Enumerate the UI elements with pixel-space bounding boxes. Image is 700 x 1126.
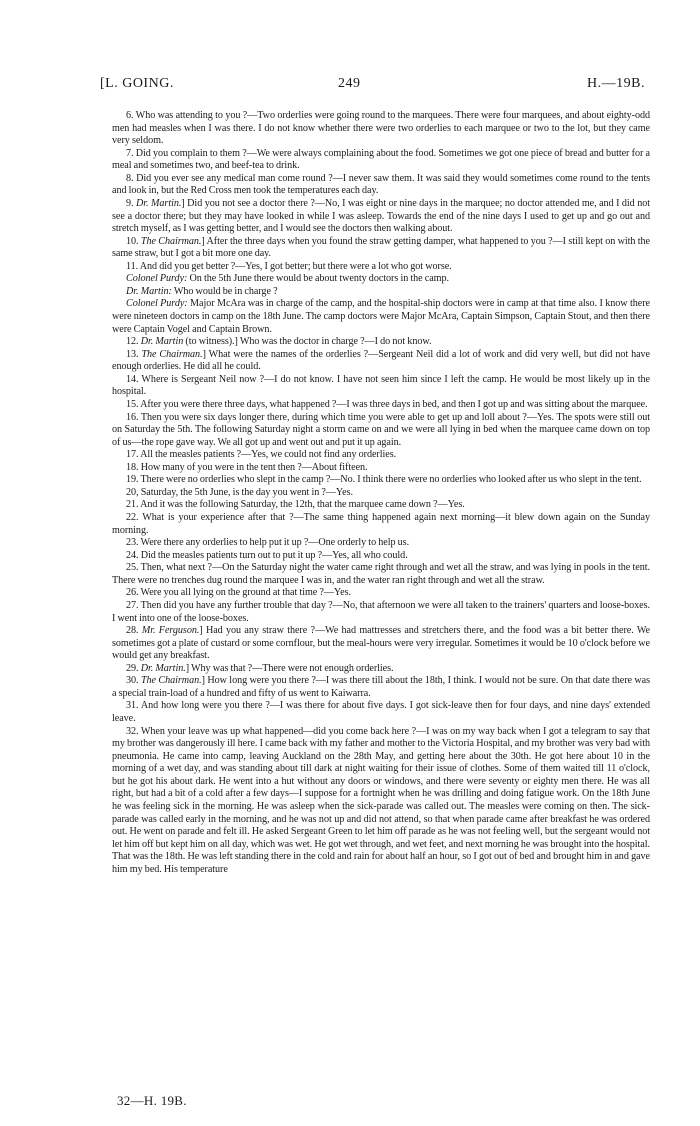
testimony-paragraph: [112, 474, 650, 487]
paragraph-text: 19. There were no orderlies who slept in the camp ?—No. I think there were no orderlies who looked after us who slept in the tent.: [126, 474, 642, 486]
testimony-paragraph: [112, 462, 650, 475]
signature-mark: 32—H. 19B.: [117, 1093, 187, 1108]
paragraph-text: Who would be in charge ?: [171, 285, 278, 297]
paragraph-text: 11. And did you get better ?—Yes, I got better; but there were a lot who got worse.: [126, 260, 452, 272]
document-reference: H.—19B.: [587, 76, 645, 91]
testimony-paragraph: [112, 236, 650, 261]
testimony-paragraph: [112, 487, 650, 500]
paragraph-text: 18. How many of you were in the tent then ?—About fifteen.: [126, 461, 368, 473]
paragraph-text: 24. Did the measles patients turn out to put it up ?—Yes, all who could.: [126, 549, 408, 561]
speaker-name: The Chairman.: [140, 235, 202, 247]
testimony-paragraph: [112, 412, 650, 450]
question-number: 13.: [126, 348, 142, 360]
testimony-paragraph: [112, 110, 650, 148]
speaker-name: The Chairman.: [141, 348, 203, 360]
speaker-name: Dr. Martin: [140, 336, 184, 348]
testimony-paragraph: [112, 298, 650, 336]
paragraph-text: 17. All the measles patients ?—Yes, we could not find any orderlies.: [126, 449, 397, 461]
question-number: 29.: [126, 662, 141, 674]
testimony-paragraph: [112, 625, 650, 663]
paragraph-text: 25. Then, what next ?—On the Saturday night the water came right through and wet all the straw, and was lying in pools in the tent. There were no trenches dug round the marquee I was in, and the water ran right through and wet all the straw.: [112, 562, 650, 586]
paragraph-text: 31. And how long were you there ?—I was there for about five days. I got sick-leave then for four days, and nine days' extended leave.: [112, 700, 650, 724]
paragraph-text: 22. What is your experience after that ?—The same thing happened again next morning—it blew down again on the Sunday morning.: [112, 512, 650, 536]
speaker-name: Dr. Martin.: [140, 662, 186, 674]
testimony-paragraph: [112, 663, 650, 676]
testimony-body: [112, 110, 650, 876]
paragraph-text: 14. Where is Sergeant Neil now ?—I do not know. I have not seen him since I left the camp. He would be most likely up in the hospital.: [112, 373, 650, 398]
paragraph-text: (to witness).] Who was the doctor in charge ?—I do not know.: [183, 336, 432, 348]
testimony-paragraph: [112, 198, 650, 236]
speaker-name: Colonel Purdy:: [126, 298, 188, 310]
speaker-name: Dr. Martin:: [126, 285, 172, 297]
testimony-paragraph: [112, 600, 650, 625]
testimony-paragraph: [112, 675, 650, 700]
question-number: 9.: [126, 197, 137, 209]
testimony-paragraph: [112, 499, 650, 512]
page-header: [0, 76, 700, 96]
paragraph-text: On the 5th June there would be about twenty doctors in the camp.: [187, 273, 450, 285]
testimony-paragraph: [112, 286, 650, 299]
testimony-paragraph: [112, 537, 650, 550]
testimony-paragraph: [112, 700, 650, 725]
paragraph-text: 23. Were there any orderlies to help put it up ?—One orderly to help us.: [126, 537, 410, 549]
paragraph-text: 21. And it was the following Saturday, the 12th, that the marquee came down ?—Yes.: [126, 499, 465, 511]
testimony-paragraph: [112, 726, 650, 877]
paragraph-text: 32. When your leave was up what happened—did you come back here ?—I was on my way back when I got a telegram to say that my brother was dangerously ill here. I came back with my father and mother to the Victoria Hospital, and my brother was very bad with pneumonia. He came into camp, leaving Auckland on the 28th May, and getting here about the 30th. He got here about 10 in the morning of a wet day, and was standing about till dark at night waiting for their issue of clothes. Some of them waited till 11 o'clock, but he got his about dark. He went into a hut without any doors or windows, and there were seventy or eighty men there. He was all right, but had a bit of a cold after a few days—I suppose for a fortnight when he was drilling and doing fatigue work. On the 18th June he was feeling sick in the morning. He was asleep when the sick-parade was called out. The measles were coming on then. The sick-parade was called early in the morning, and he was not up and did not attend, so that when parade came after breakfast he was ordered out. He went on parade and felt ill. He asked Sergeant Green to let him off parade as he was not feeling well, but the sergeant would not let him off but kept him on all day, which was wet. He got wet through, and wet feet, and next morning he was brought into the hospital. That was the 18th. He was left standing there in the cold and rain for about half an hour, so I got out of bed and brought him in and gave him my bed. His temperature: [112, 725, 650, 875]
testimony-paragraph: [112, 512, 650, 537]
testimony-paragraph: [112, 562, 650, 587]
question-number: 10.: [126, 235, 141, 247]
paragraph-text: ] What were the names of the orderlies ?—Sergeant Neil did a lot of work and did very well, but did not have enough orderlies. He did all he could.: [112, 348, 650, 373]
testimony-paragraph: [112, 449, 650, 462]
page-number: 249: [338, 76, 361, 91]
testimony-paragraph: [112, 587, 650, 600]
testimony-paragraph: [112, 148, 650, 173]
question-number: 28.: [126, 625, 142, 637]
paragraph-text: 15. After you were there three days, what happened ?—I was three days in bed, and then I got up and was sitting about the marquee.: [126, 398, 648, 410]
testimony-paragraph: [112, 374, 650, 399]
testimony-paragraph: [112, 273, 650, 286]
speaker-name: Dr. Martin.: [136, 197, 182, 209]
running-head-left: [L. GOING.: [100, 76, 174, 91]
paragraph-text: Major McAra was in charge of the camp, and the hospital-ship doctors were in camp at that time also. I know there were nineteen doctors in camp on the 18th June. The camp doctors were Major McAra, Captain Simpson, Captain Stout, and then there were Captain Vogel and Captain Brown.: [112, 298, 650, 335]
speaker-name: Colonel Purdy:: [126, 273, 188, 285]
testimony-paragraph: [112, 349, 650, 374]
testimony-paragraph: [112, 173, 650, 198]
paragraph-text: 27. Then did you have any further trouble that day ?—No, that afternoon we were all taken to the trainers' quarters and loose-boxes. I went into one of the loose-boxes.: [112, 599, 650, 624]
testimony-paragraph: [112, 399, 650, 412]
paragraph-text: ] Had you any straw there ?—We had mattresses and stretchers there, and the food was a bit better there. We sometimes got a plate of custard or some cornflour, but the meal-hours were very irregular. Sometimes it would be 10 o'clock before we would get any breakfast.: [112, 625, 650, 662]
testimony-paragraph: [112, 550, 650, 563]
paragraph-text: 26. Were you all lying on the ground at that time ?—Yes.: [126, 587, 351, 599]
speaker-name: The Chairman.: [140, 675, 202, 687]
paragraph-text: 6. Who was attending to you ?—Two orderlies were going round to the marquees. There were four marquees, and about eighty-odd men had measles when I was there. I do not know whether there were two orderlies to each marquee or two to the lot, but they came very seldom.: [112, 110, 650, 147]
paragraph-text: ] After the three days when you found the straw getting damper, what happened to you ?—I still kept on with the same straw, but I got a bit more one day.: [112, 235, 650, 260]
speaker-name: Mr. Ferguson.: [141, 625, 200, 637]
question-number: 12.: [126, 336, 141, 348]
paragraph-text: 16. Then you were six days longer there, during which time you were able to get up and loll about ?—Yes. The spots were still out on Saturday the 5th. The following Saturday night a storm came on and we were all lying in bed when the marquee came down on top of us—the rope gave way. We all got up and went out and put it up again.: [112, 411, 650, 448]
paragraph-text: 8. Did you ever see any medical man come round ?—I never saw them. It was said they would sometimes come round to the tents and look in, but the Red Cross men took the temperatures each day.: [112, 172, 650, 197]
paragraph-text: ] Why was that ?—There were not enough orderlies.: [185, 662, 394, 674]
question-number: 30.: [126, 675, 141, 687]
paragraph-text: ] How long were you there ?—I was there till about the 18th, I think. I would not be sure. On that date there was a special train-load of a hundred and fifty of us went to Kaiwarra.: [112, 675, 650, 699]
paragraph-text: 7. Did you complain to them ?—We were always complaining about the food. Sometimes we got one piece of bread and butter for a meal and sometimes two, and beef-tea to drink.: [112, 147, 650, 172]
testimony-paragraph: [112, 261, 650, 274]
paragraph-text: ] Did you not see a doctor there ?—No, I was eight or nine days in the marquee; no doctor attended me, and I did not see a doctor there; but they may have looked in while I was asleep. Towards the end of the nine days I used to get up and go out and stretch myself, as I was getting better, and I would see the doctors then walking about.: [112, 197, 650, 235]
paragraph-text: 20, Saturday, the 5th June, is the day you went in ?—Yes.: [126, 486, 353, 498]
testimony-paragraph: [112, 336, 650, 349]
